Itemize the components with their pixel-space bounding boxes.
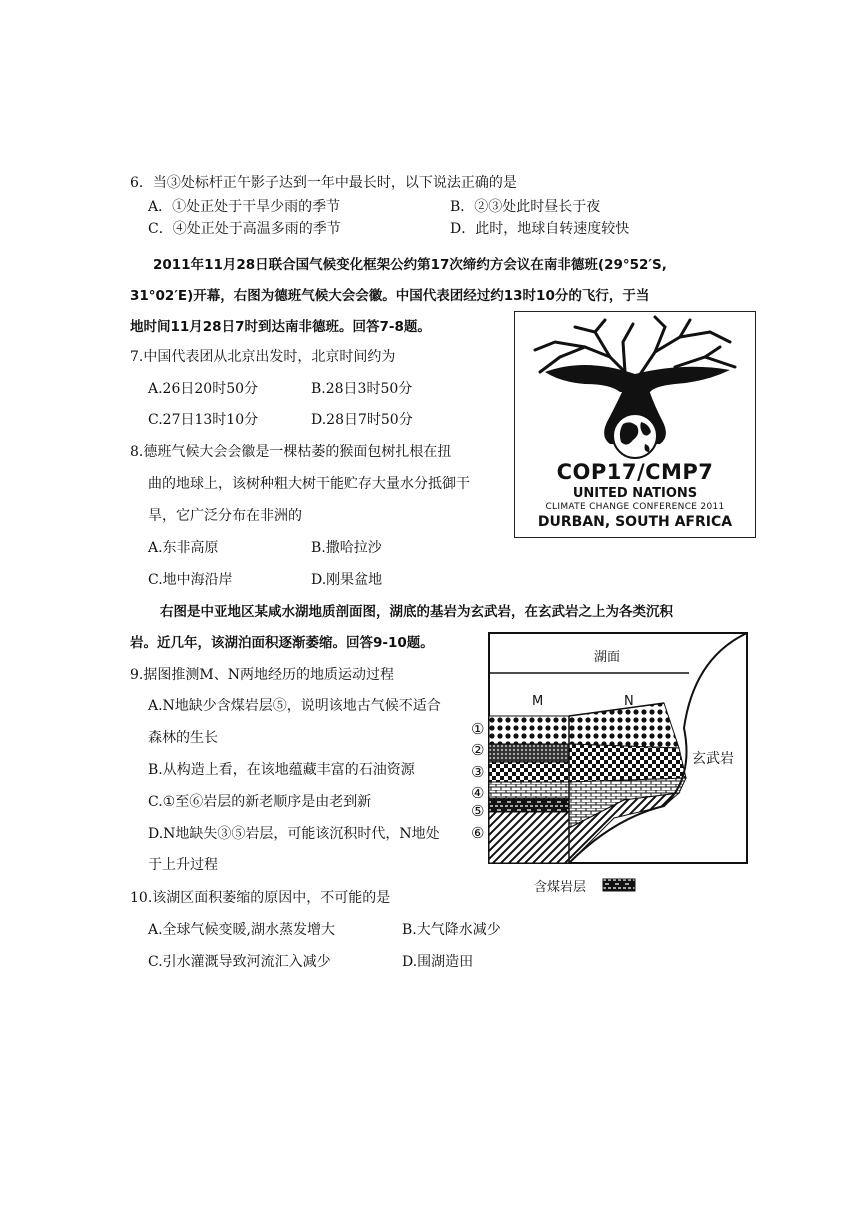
q7-option-c: C.27日13时10分	[148, 412, 259, 428]
q8-option-d: D.刚果盆地	[311, 572, 383, 588]
logo-subtitle: UNITED NATIONS	[572, 486, 698, 501]
intro2-line1: 右图是中亚地区某咸水湖地质剖面图，湖底的基岩为玄武岩，在玄武岩之上为各类沉积	[160, 604, 673, 620]
layer-3-label: ③	[471, 763, 485, 781]
q8-option-c: C.地中海沿岸	[148, 572, 233, 588]
logo-location: DURBAN, SOUTH AFRICA	[537, 514, 733, 530]
q7-option-a: A.26日20时50分	[148, 381, 259, 397]
q8-stem-1: 8.德班气候大会会徽是一棵枯萎的猴面包树扎根在扭	[130, 444, 452, 460]
logo-conference: CLIMATE CHANGE CONFERENCE 2011	[545, 502, 725, 512]
q10-option-b: B.大气降水减少	[402, 922, 501, 938]
point-m-label: M	[532, 694, 544, 709]
q10-option-a: A.全球气候变暖,湖水蒸发增大	[148, 922, 336, 938]
q6-option-c: C．④处正处于高温多雨的季节	[148, 221, 341, 237]
q7-option-d: D.28日7时50分	[311, 412, 413, 428]
lake-surface-label: 湖面	[594, 650, 621, 665]
q9-option-c: C.①至⑥岩层的新老顺序是由老到新	[148, 794, 372, 810]
q10-option-c: C.引水灌溉导致河流汇入减少	[148, 954, 331, 970]
q8-option-a: A.东非高原	[148, 540, 219, 556]
layer-2-label: ②	[471, 741, 485, 759]
q8-stem-3: 旱，它广泛分布在非洲的	[148, 508, 302, 524]
q6-option-d: D．此时，地球自转速度较快	[450, 221, 630, 237]
q9-option-d-2: 于上升过程	[148, 857, 218, 873]
q7-option-b: B.28日3时50分	[311, 381, 413, 397]
q9-option-a-1: A.N地缺少含煤岩层⑤，说明该地古气候不适合	[148, 698, 441, 714]
q7-stem: 7.中国代表团从北京出发时，北京时间约为	[130, 349, 396, 365]
basalt-label: 玄武岩	[692, 751, 734, 767]
intro1-line2: 31°02′E)开幕，右图为德班气候大会会徽。中国代表团经过约13时10分的飞行，于当	[130, 288, 650, 304]
q9-stem: 9.据图推测M、N两地经历的地质运动过程	[130, 667, 394, 683]
layer-1-label: ①	[471, 720, 485, 738]
layer-6-label: ⑥	[471, 824, 485, 842]
q9-option-b: B.从构造上看，在该地蕴藏丰富的石油资源	[148, 762, 415, 778]
coal-layer-legend-label: 含煤岩层	[534, 880, 587, 895]
q6-option-b: B．②③处此时昼长于夜	[450, 199, 601, 215]
layer-4-label: ④	[471, 784, 485, 802]
layer-5-label: ⑤	[471, 802, 485, 820]
intro1-line1: 2011年11月28日联合国气候变化框架公约第17次缔约方会议在南非德班(29°52′S,	[153, 257, 667, 273]
geological-profile-diagram	[464, 628, 754, 898]
intro2-line2: 岩。近几年，该湖泊面积逐渐萎缩。回答9-10题。	[130, 635, 434, 651]
cop17-logo	[514, 311, 756, 538]
q8-option-b: B.撒哈拉沙	[311, 540, 382, 556]
point-n-label: N	[624, 694, 634, 709]
baobab-tree-icon	[515, 312, 755, 462]
q6-stem: 6．当③处标杆正午影子达到一年中最长时，以下说法正确的是	[130, 175, 517, 191]
q10-stem: 10.该湖区面积萎缩的原因中，不可能的是	[130, 890, 391, 906]
coal-layer-legend-swatch	[602, 878, 636, 892]
q8-stem-2: 曲的地球上，该树种粗大树干能贮存大量水分抵御干	[148, 476, 470, 492]
q10-option-d: D.围湖造田	[402, 954, 474, 970]
q9-option-a-2: 森林的生长	[148, 730, 218, 746]
q9-option-d-1: D.N地缺失③⑤岩层，可能该沉积时代，N地处	[148, 826, 440, 842]
q6-option-a: A．①处正处于干旱少雨的季节	[148, 199, 341, 215]
logo-title: COP17/CMP7	[556, 460, 714, 484]
intro1-line3: 地时间11月28日7时到达南非德班。回答7-8题。	[130, 319, 431, 335]
